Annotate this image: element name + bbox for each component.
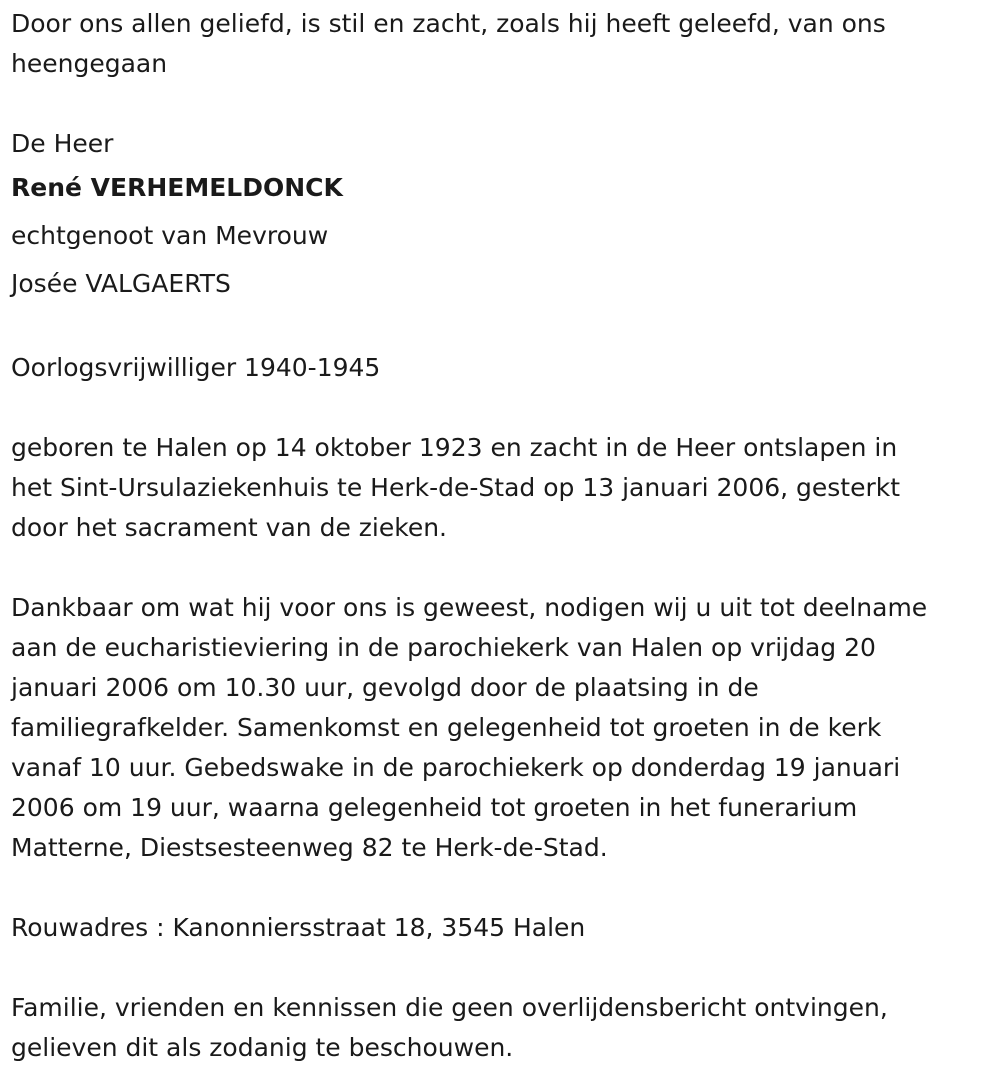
spouse-name: Josée VALGAERTS	[11, 269, 231, 298]
birth-death-text: geboren te Halen op 14 oktober 1923 en zacht in de Heer ontslapen in het Sint-Ursulaziekenhuis te Herk-de-Stad op 13 januari 2006, gesterkt door het sacrament van de zieken.	[11, 433, 901, 542]
deceased-name: René VERHEMELDONCK	[11, 173, 343, 202]
closing-text: Familie, vrienden en kennissen die geen overlijdensbericht ontvingen, gelieven dit als zodanig te beschouwen.	[11, 993, 888, 1062]
salutation: De Heer	[11, 129, 114, 158]
intro-text: Door ons allen geliefd, is stil en zacht, zoals hij heeft geleefd, van ons heengegaan	[11, 9, 886, 78]
spouse-label: echtgenoot van Mevrouw	[11, 221, 329, 250]
mourning-address: Rouwadres : Kanonniersstraat 18, 3545 Halen	[11, 913, 586, 942]
honorary-title: Oorlogsvrijwilliger 1940-1945	[11, 353, 381, 382]
ceremony-text: Dankbaar om wat hij voor ons is geweest, nodigen wij u uit tot deelname aan de eucharistieviering in de parochiekerk van Halen op vrijdag 20 januari 2006 om 10.30 uur, gevolgd door de plaatsing in de familiegrafkelder. Samenkomst en gelegenheid tot groeten in de kerk vanaf 10 uur. Gebedswake in de parochiekerk op donderdag 19 januari 2006 om 19 uur, waarna gelegenheid tot groeten in het funerarium Matterne, Diestsesteenweg 82 te Herk-de-Stad.	[11, 593, 928, 862]
